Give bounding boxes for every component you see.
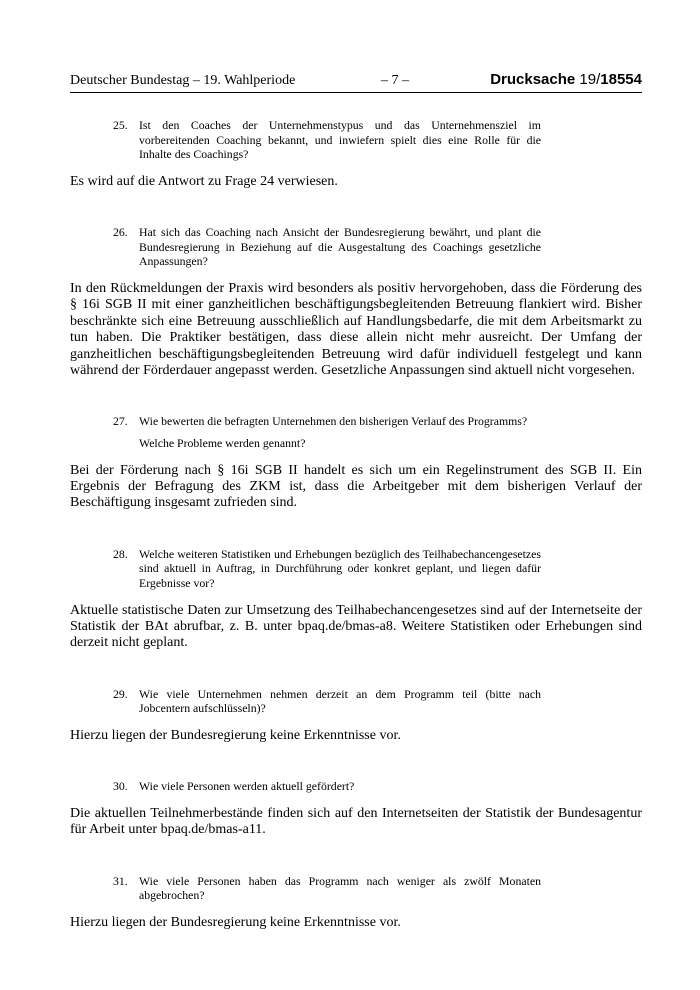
document-number: [490, 71, 642, 88]
spacer: [70, 512, 642, 547]
question-number: 25.: [113, 118, 128, 132]
answer-text: Bei der Förderung nach § 16i SGB II handelt es sich um ein Regelinstrument des SGB II. Ein Ergebnis der Befragung des ZKM ist, dass die Arbeitgeber mit dem bisherigen Verlauf der Beschäftigung insgesamt zufrieden sind.: [70, 462, 642, 511]
question-text: Ist den Coaches der Unternehmenstypus und das Unternehmensziel im vorbereitenden Coaching bekannt, und inwiefern spielt dies eine Rolle für die Inhalte des Coachings?: [139, 118, 541, 162]
qa-item: [70, 779, 642, 838]
answer-text: Die aktuellen Teilnehmerbestände finden sich auf den Internetseiten der Statistik der Bundesagentur für Arbeit unter bpaq.de/bmas-a11.: [70, 806, 642, 838]
question-number: 26.: [113, 225, 128, 240]
qa-item: [70, 118, 642, 190]
question-number: 28.: [113, 546, 128, 561]
answer-text: Aktuelle statistische Daten zur Umsetzung des Teilhabechancengesetzes sind auf der Internetseite der Statistik der BAt abrufbar, z. B. unter bpaq.de/bmas-a8. Weitere Statistiken oder Erhebungen sind derzeit nicht geplant.: [70, 602, 642, 651]
question-text: Hat sich das Coaching nach Ansicht der Bundesregierung bewährt, und plant die Bundesregierung in Beziehung auf die Ausgestaltung des Coachings gesetzliche Anpassungen?: [139, 225, 541, 269]
spacer: [70, 190, 642, 225]
answer-text: In den Rückmeldungen der Praxis wird besonders als positiv hervorgehoben, dass die Förderung des § 16i SGB II mit einer ganzheitlichen beschäftigungsbegleitenden Betreuung flankiert wird. Bisher beschränkte sich eine Betreuung ausschließlich auf Handlungsbedarfe, die mit dem Arbeitsmarkt zu tun haben. Die Praktiker bestätigen, dass diese allein nicht mehr ausreicht. Der Umfang der ganzheitlichen beschäftigungsbegleitenden Betreuung wird dafür individuell festgelegt und kann während der Förderdauer angepasst werden. Gesetzliche Anpassungen sind aktuell nicht vorgesehen.: [70, 280, 642, 378]
question-text: Wie bewerten die befragten Unternehmen den bisherigen Verlauf des Programms?: [139, 414, 528, 429]
question-number: 31.: [113, 873, 128, 888]
question: [113, 779, 541, 794]
answer-text: Hierzu liegen der Bundesregierung keine Erkenntnisse vor.: [70, 728, 401, 743]
qa-item: [70, 874, 642, 932]
question-text: Wie viele Unternehmen nehmen derzeit an dem Programm teil (bitte nach Jobcentern aufschlüsseln)?: [139, 686, 541, 716]
answer-text: Hierzu liegen der Bundesregierung keine Erkenntnisse vor.: [70, 915, 401, 930]
question-text: Welche weiteren Statistiken und Erhebungen bezüglich des Teilhabechancengesetzes sind aktuell in Auftrag, in Durchführung oder konkret geplant, und liegen dafür Ergebnisse vor?: [139, 546, 541, 590]
document-number-prefix: 19/: [579, 71, 601, 88]
document-body: [70, 118, 642, 931]
question-text: Wie viele Personen werden aktuell gefördert?: [139, 779, 355, 794]
qa-item: [70, 547, 642, 652]
header-parliament-period: Deutscher Bundestag – 19. Wahlperiode: [70, 73, 296, 88]
spacer: [70, 652, 642, 687]
question: [113, 686, 541, 716]
question-number: 27.: [113, 414, 128, 429]
spacer: [70, 744, 642, 779]
header-rule: [70, 92, 642, 93]
qa-item: [70, 414, 642, 511]
question: [113, 414, 541, 450]
question-number: 29.: [113, 686, 128, 701]
page-header: [70, 71, 642, 91]
document-label: Drucksache: [490, 71, 576, 88]
page-number: – 7 –: [381, 73, 409, 88]
spacer: [70, 379, 642, 414]
qa-item: [70, 687, 642, 745]
qa-item: [70, 225, 642, 379]
answer-text: Es wird auf die Antwort zu Frage 24 verwiesen.: [70, 173, 338, 189]
question: [113, 118, 541, 162]
question-subtext: Welche Probleme werden genannt?: [139, 436, 306, 450]
spacer: [70, 839, 642, 874]
question-number: 30.: [113, 779, 128, 794]
question-text: Wie viele Personen haben das Programm nach weniger als zwölf Monaten abgebrochen?: [139, 873, 541, 903]
question: [113, 546, 541, 591]
document-number-value: 18554: [600, 71, 642, 88]
question: [113, 873, 541, 903]
question: [113, 225, 541, 269]
